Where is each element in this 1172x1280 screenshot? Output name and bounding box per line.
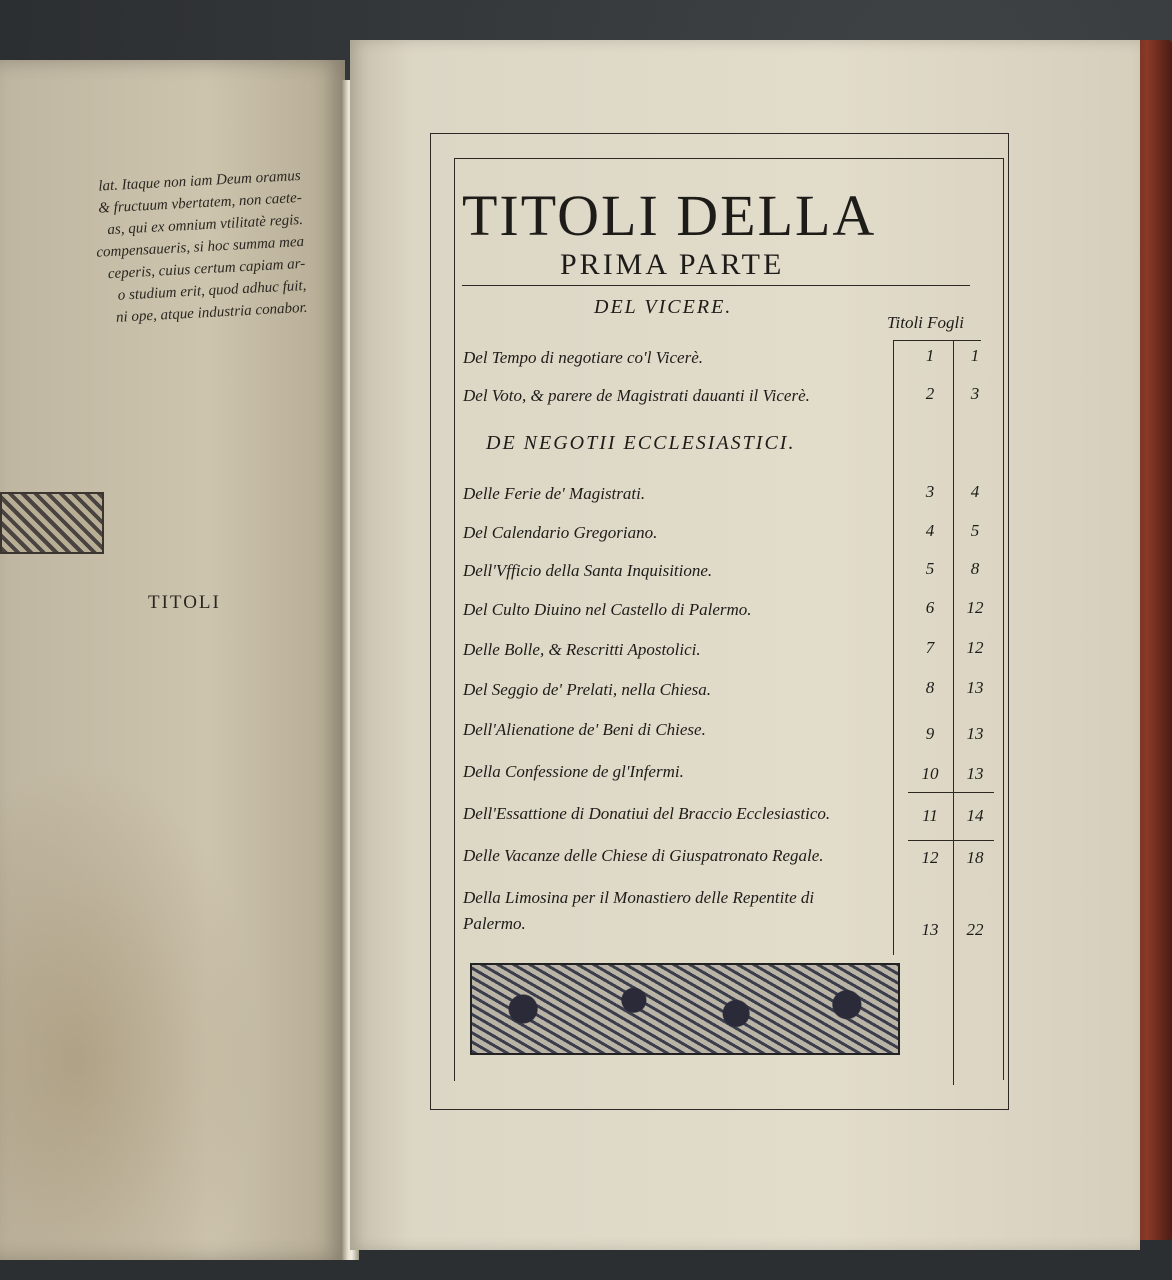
toc-entry: Dell'Vfficio della Santa Inquisitione. <box>463 561 713 580</box>
titolo-number: 3 <box>925 482 935 501</box>
column-head-rule <box>893 340 981 341</box>
foglio-number: 12 <box>966 598 984 617</box>
titolo-number: 1 <box>925 346 935 365</box>
latin-line: o studium erit, quod adhuc fuit, <box>117 277 307 304</box>
latin-line: ceperis, cuius certum capiam ar- <box>107 255 306 283</box>
left-ornament-block <box>0 492 104 554</box>
titolo-number: 10 <box>921 764 939 783</box>
foglio-number: 13 <box>966 724 984 743</box>
column-header: Titoli Fogli <box>887 313 964 332</box>
toc-entry: Dell'Alienatione de' Beni di Chiese. <box>463 720 706 739</box>
column-rule-right <box>1003 158 1004 1080</box>
toc-entry: Delle Bolle, & Rescritti Apostolici. <box>463 640 701 659</box>
page-title: TITOLI DELLA <box>462 183 877 248</box>
toc-entry: Dell'Essattione di Donatiui del Braccio Ecclesiastico. <box>463 804 831 823</box>
titolo-number: 4 <box>925 521 935 540</box>
foglio-number: 5 <box>970 521 980 540</box>
left-page-latin-text <box>0 165 308 334</box>
page-stain <box>0 760 260 1260</box>
page-subtitle: PRIMA PARTE <box>560 248 785 281</box>
toc-entry: Del Voto, & parere de Magistrati dauanti il Vicerè. <box>463 386 810 405</box>
column-rule-middle <box>953 340 954 1085</box>
titolo-number: 8 <box>925 678 935 697</box>
foglio-number: 3 <box>970 384 980 403</box>
title-rule <box>462 285 970 286</box>
foglio-number: 13 <box>966 764 984 783</box>
foglio-number: 1 <box>970 346 980 365</box>
latin-line: ni ope, atque industria conabor. <box>115 299 308 326</box>
titolo-number: 5 <box>925 559 935 578</box>
toc-entry: Del Seggio de' Prelati, nella Chiesa. <box>463 680 712 699</box>
latin-line: compensaueris, si hoc summa mea <box>96 233 305 261</box>
catchword: TITOLI <box>148 592 221 613</box>
latin-line: & fructuum vbertatem, non caete- <box>97 189 303 217</box>
foglio-number: 8 <box>970 559 980 578</box>
latin-line: as, qui ex omnium vtilitatè regis. <box>107 211 304 239</box>
toc-entry: Del Calendario Gregoriano. <box>463 523 658 542</box>
latin-line: lat. Itaque non iam Deum oramus <box>97 167 301 195</box>
titolo-number: 12 <box>921 848 939 867</box>
section-heading-vicere: DEL VICERE. <box>594 296 733 318</box>
toc-entry: Del Tempo di negotiare co'l Vicerè. <box>463 348 704 367</box>
row-rule <box>908 792 994 793</box>
titolo-number: 6 <box>925 598 935 617</box>
foglio-number: 14 <box>966 806 984 825</box>
woodcut-ornament-band <box>470 963 900 1055</box>
titolo-number: 7 <box>925 638 935 657</box>
foglio-number: 13 <box>966 678 984 697</box>
titolo-number: 2 <box>925 384 935 403</box>
titolo-number: 11 <box>922 806 938 825</box>
foglio-number: 12 <box>966 638 984 657</box>
column-rule-left <box>893 340 894 955</box>
titolo-number: 9 <box>925 724 935 743</box>
toc-entry: Delle Vacanze delle Chiese di Giuspatronato Regale. <box>463 846 824 865</box>
toc-entry: Della Confessione de gl'Infermi. <box>463 762 684 781</box>
toc-entry: Del Culto Diuino nel Castello di Palermo. <box>463 600 752 619</box>
toc-entry: Della Limosina per il Monastiero delle Repentite di <box>463 888 815 907</box>
foglio-number: 18 <box>966 848 984 867</box>
foglio-number: 22 <box>966 920 984 939</box>
foglio-number: 4 <box>970 482 980 501</box>
toc-entry-continuation: Palermo. <box>463 914 526 933</box>
titolo-number: 13 <box>921 920 939 939</box>
row-rule <box>908 840 994 841</box>
toc-entry: Delle Ferie de' Magistrati. <box>463 484 646 503</box>
section-heading-ecclesiastici: DE NEGOTII ECCLESIASTICI. <box>486 432 796 454</box>
